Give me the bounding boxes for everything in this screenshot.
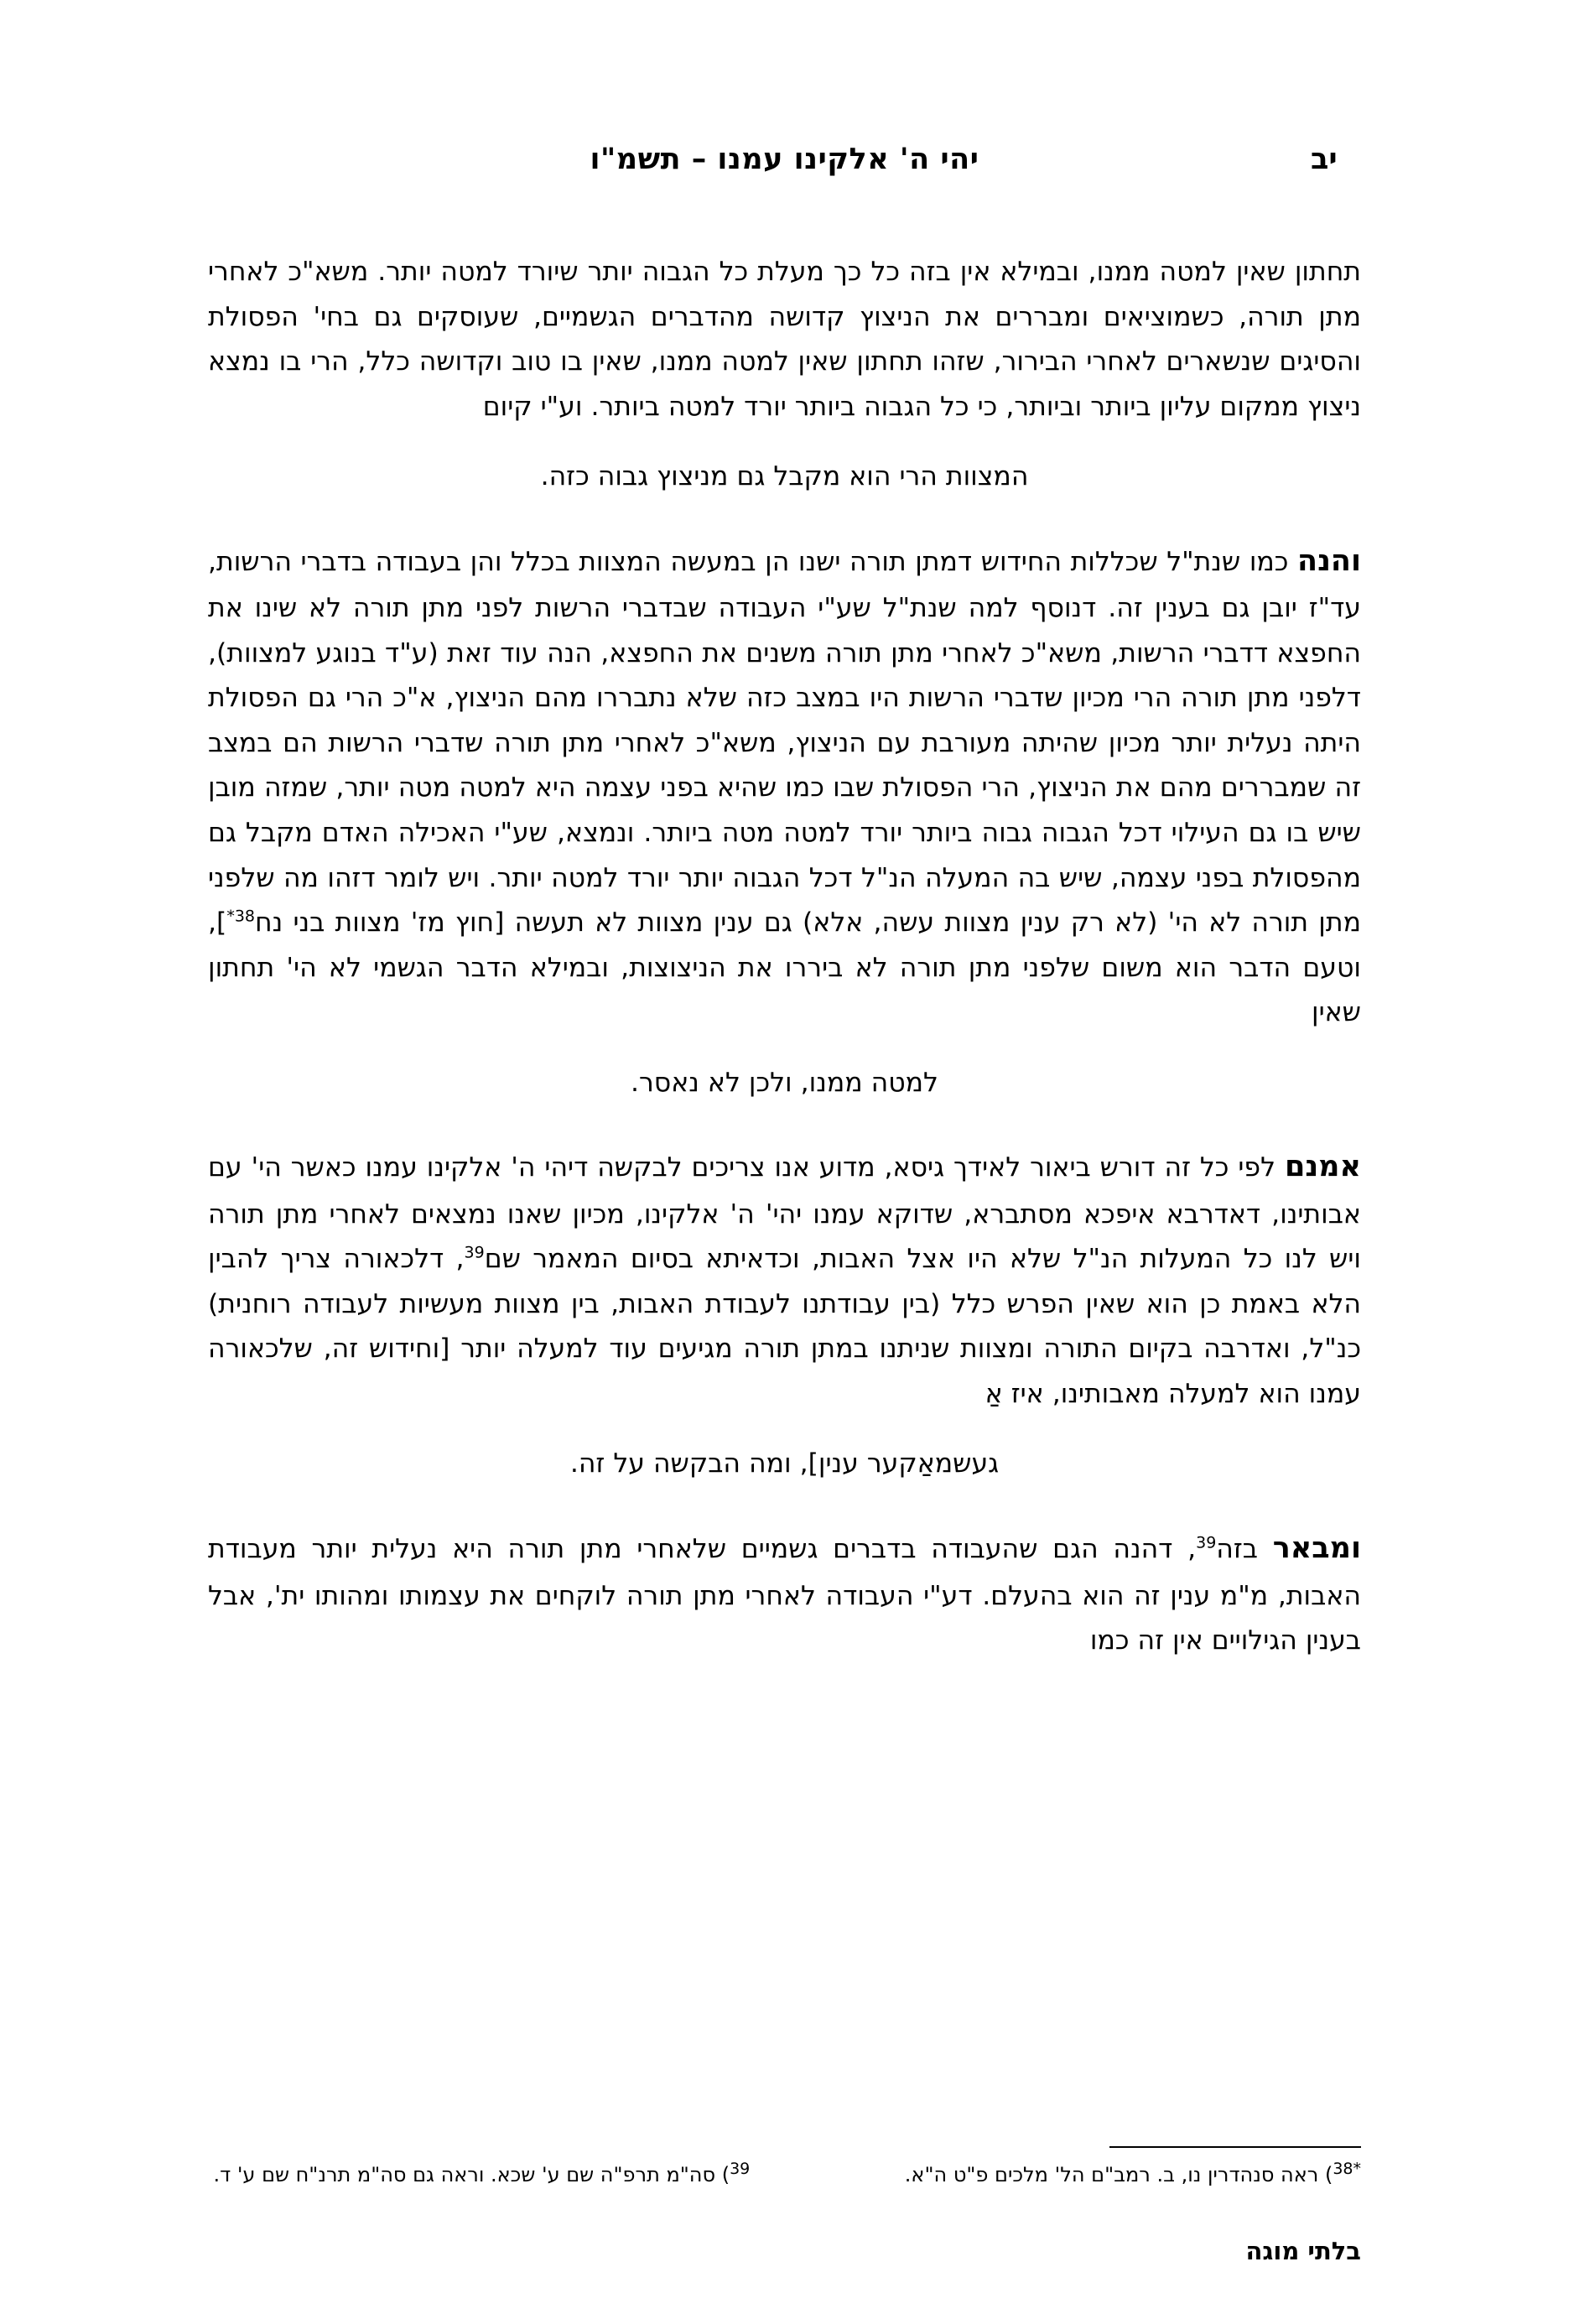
paragraph-3-lastline [208, 1442, 1361, 1487]
paragraph-4-text: בזה [1216, 1534, 1273, 1565]
paragraph-1-text: תחתון שאין למטה ממנו, ובמילא אין בזה כל כך מעלת כל הגבוה יותר שיורד למטה יותר. משא"כ לאחרי מתן תורה, כשמוציאים ומבררים את הניצוץ קדושה מהדברים הגשמיים, שעוסקים גם בחי' הפסולת והסיגים שנשארים לאחרי הבירור, שזהו תחתון שאין למטה ממנו, שאין בו טוב וקדושה כלל, הרי בו נמצא ניצוץ ממקום עליון ביותר וביותר, כי כל הגבוה ביותר יורד למטה ביותר. וע"י קיום [208, 257, 1361, 422]
paragraph-2-text-cont: ], וטעם הדבר הוא משום שלפני מתן תורה לא ביררו את הניצוצות, ובמילא הדבר הגשמי לא הי' תחתון שאין [208, 907, 1361, 1028]
paragraph-3-lead: אמנם [1284, 1150, 1361, 1184]
paragraph-3-lastline-text: געשמאַקער ענין], ומה הבקשה על זה. [569, 1448, 1000, 1479]
paragraph-4 [208, 1524, 1361, 1664]
footnotes-section [208, 2146, 1361, 2190]
paragraph-1 [208, 250, 1361, 429]
paragraph-4-text-cont: , דהנה הגם שהעבודה בדברים גשמיים שלאחרי מתן תורה היא נעלית יותר מעבודת האבות, מ"מ ענין זה הוא בהעלם. דע"י העבודה לאחרי מתן תורה לוקחים את עצמותו ומהותו ית', אבל בענין הגילויים אין זה כמו [208, 1534, 1361, 1656]
footnote-divider [1109, 2146, 1361, 2148]
paragraph-1-lastline-text: המצוות הרי הוא מקבל גם מניצוץ גבוה כזה. [540, 461, 1029, 492]
footnote-39-text: ) סה"מ תרפ"ה שם ע' שכא. וראה גם סה"מ תרנ"ח שם ע' ד. [213, 2163, 730, 2186]
footnote-39-marker: 39 [730, 2160, 751, 2178]
footnote-38 [819, 2160, 1361, 2190]
page-title: יהי ה' אלקינו עמנו – תשמ"ו [590, 143, 979, 176]
paragraph-2 [208, 537, 1361, 1036]
folio-number: יב [1311, 143, 1338, 176]
footnote-columns [208, 2160, 1361, 2190]
paragraph-3-text: לפי כל זה דורש ביאור לאידך גיסא, מדוע אנו צריכים לבקשה דיהי ה' אלקינו עמנו כאשר הי' עם אבותינו, דאדרבא איפכא מסתברא, שדוקא עמנו יהי' ה' אלקינו, מכיון שאנו נמצאים לאחרי מתן תורה ויש לנו כל המעלות הנ"ל שלא היו אצל האבות, וכדאיתא בסיום המאמר שם [208, 1152, 1361, 1275]
paragraph-3 [208, 1142, 1361, 1417]
page-header [208, 143, 1361, 176]
paragraph-2-lastline-text: למטה ממנו, ולכן לא נאסר. [631, 1067, 938, 1098]
page-footer-note: בלתי מוגה [1245, 2237, 1361, 2265]
paragraph-2-text: כמו שנת"ל שכללות החידוש דמתן תורה ישנו הן במעשה המצוות בכלל והן בעבודה בדברי הרשות, עד"ז יובן גם בענין זה. דנוסף למה שנת"ל שע"י העבודה שבדברי הרשות לפני מתן תורה לא שינו את החפצא דדברי הרשות, משא"כ לאחרי מתן תורה משנים את החפצא, הנה עוד זאת (ע"ד בנוגע למצוות), דלפני מתן תורה הרי מכיון שדברי הרשות היו במצב כזה שלא נתבררו מהם הניצוץ, א"כ הרי גם הפסולת היתה נעלית יותר מכיון שהיתה מעורבת עם הניצוץ, משא"כ לאחרי מתן תורה שדברי הרשות הם במצב זה שמבררים מהם את הניצוץ, הרי הפסולת שבו כמו שהיא בפני עצמה היא למטה מטה יותר, שמזה מובן שיש בו גם העילוי דכל הגבוה גבוה ביותר יורד למטה מטה ביותר. ונמצא, שע"י האכילה האדם מקבל גם מהפסולת בפני עצמה, שיש בה המעלה הנ"ל דכל הגבוה יותר יורד למטה יותר. ויש לומר דזהו מה שלפני מתן תורה לא הי' (לא רק ענין מצוות עשה, אלא) גם ענין מצוות לא תעשה [חוץ מז' מצוות בני נח [208, 546, 1361, 938]
paragraph-4-lead: ומבאר [1272, 1531, 1361, 1566]
footnote-ref-38[interactable]: 38* [226, 907, 255, 926]
paragraph-1-lastline [208, 455, 1361, 500]
paragraph-3-text-cont: , דלכאורה צריך להבין הלא באמת כן הוא שאין הפרש כלל (בין עבודתנו לעבודת האבות, בין מצוות מעשיות לעבודה רוחנית) כנ"ל, ואדרבה בקיום התורה ומצוות שניתנו במתן תורה מגיעים עוד למעלה יותר [וחידוש זה, שלכאורה עמנו הוא למעלה מאבותינו, איז אַ [208, 1244, 1361, 1409]
footnote-ref-39a[interactable]: 39 [464, 1243, 485, 1262]
footnote-38-marker: *38 [1333, 2160, 1361, 2178]
footnote-ref-39b[interactable]: 39 [1196, 1533, 1217, 1552]
footnote-38-text: ) ראה סנהדרין נו, ב. רמב"ם הל' מלכים פ"ט ה"א. [904, 2163, 1333, 2186]
paragraph-2-lastline [208, 1061, 1361, 1106]
paragraph-2-lead: והנה [1297, 543, 1361, 578]
footnote-39 [208, 2160, 750, 2190]
